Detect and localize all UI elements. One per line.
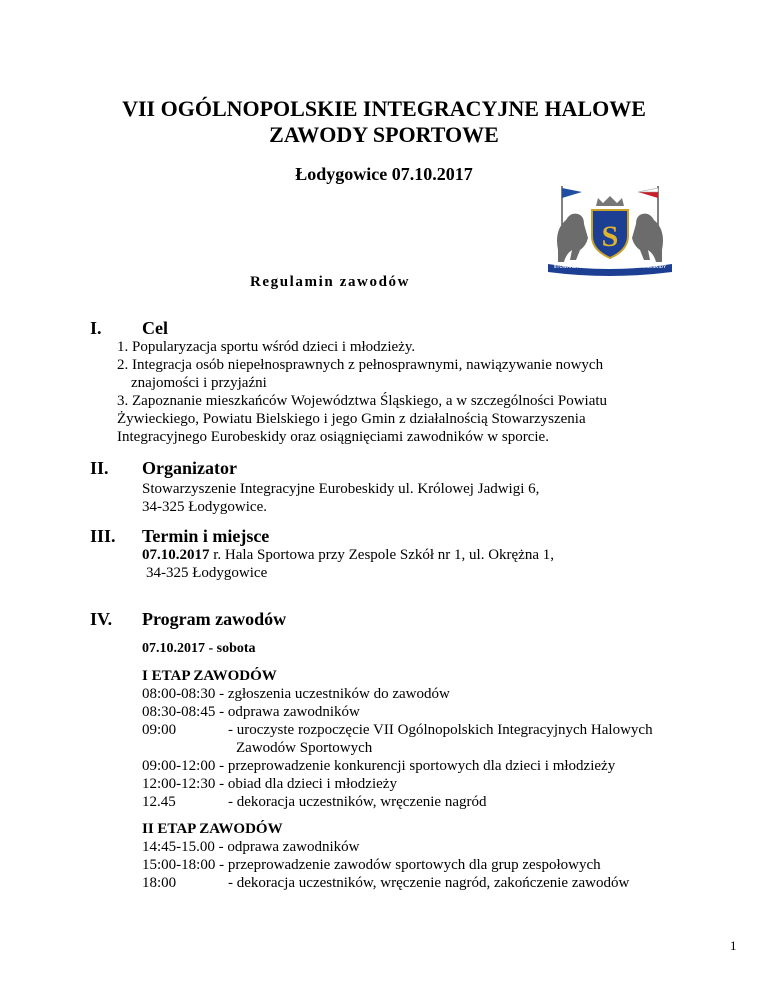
section-3-line-1 <box>142 546 554 564</box>
event-date-location: Łodygowice 07.10.2017 <box>295 164 473 184</box>
schedule-row <box>142 874 629 892</box>
schedule-row <box>142 838 359 856</box>
schedule-desc: - zgłoszenia uczestników do zawodów <box>219 686 450 702</box>
program-day: 07.10.2017 - sobota <box>142 641 256 656</box>
schedule-desc: - dekoracja uczestników, wręczenie nagród <box>228 794 487 810</box>
schedule-desc: - odprawa zawodników <box>219 704 360 720</box>
title-line-1: VII OGÓLNOPOLSKIE INTEGRACYJNE HALOWE <box>122 96 646 121</box>
schedule-time: 12.45 <box>142 794 176 810</box>
schedule-desc: - przeprowadzenie konkurencji sportowych dla dzieci i młodzieży <box>219 758 616 774</box>
schedule-time: 09:00-12:00 <box>142 758 216 774</box>
schedule-row <box>142 757 615 775</box>
section-3-line-2: 34-325 Łodygowice <box>146 565 268 581</box>
section-1-line-6: Integracyjnego Eurobeskidy oraz osiągnięciami zawodników w sporcie. <box>117 429 549 445</box>
logo-emblem-icon <box>540 180 680 276</box>
schedule-time: 08:30-08:45 <box>142 704 216 720</box>
section-3-number: III. <box>90 526 116 546</box>
section-1-title: Cel <box>142 318 168 338</box>
schedule-time: 12:00-12:30 <box>142 776 216 792</box>
logo-banner-text: STOWARZYSZENIE INTEGRACYJNE EUROBESKIDY <box>553 264 667 269</box>
schedule-desc: - dekoracja uczestników, wręczenie nagród, zakończenie zawodów <box>228 875 630 891</box>
schedule-time: 08:00-08:30 <box>142 686 216 702</box>
section-2-number: II. <box>90 458 109 478</box>
section-1-number: I. <box>90 318 102 338</box>
svg-text:S: S <box>601 220 619 253</box>
section-1-line-5: Żywieckiego, Powiatu Bielskiego i jego Gmin z działalnością Stowarzyszenia <box>117 411 586 427</box>
schedule-row <box>142 793 486 811</box>
section-2-line-1: Stowarzyszenie Integracyjne Eurobeskidy ul. Królowej Jadwigi 6, <box>142 481 540 497</box>
section-3-title: Termin i miejsce <box>142 526 270 546</box>
section-2-title: Organizator <box>142 458 237 478</box>
schedule-desc: - uroczyste rozpoczęcie VII Ogólnopolskich Integracyjnych Halowych <box>228 722 653 738</box>
schedule-desc: - przeprowadzenie zawodów sportowych dla grup zespołowych <box>219 857 601 873</box>
event-date-bold: 07.10.2017 <box>142 547 210 563</box>
venue-address: r. Hala Sportowa przy Zespole Szkół nr 1, ul. Okrężna 1, <box>209 547 554 563</box>
stage-2-title: II ETAP ZAWODÓW <box>142 821 283 837</box>
schedule-desc-continued: Zawodów Sportowych <box>236 740 373 756</box>
schedule-time: 15:00-18:00 <box>142 857 216 873</box>
section-4-title: Program zawodów <box>142 609 287 629</box>
section-1-line-2: 2. Integracja osób niepełnosprawnych z pełnosprawnymi, nawiązywanie nowych <box>117 357 604 373</box>
section-2-line-2: 34-325 Łodygowice. <box>142 499 267 515</box>
organization-logo <box>540 180 680 276</box>
schedule-row <box>142 685 450 703</box>
schedule-row <box>142 721 653 739</box>
section-4-number: IV. <box>90 609 113 629</box>
page-number: 1 <box>730 938 737 953</box>
section-1-line-1: 1. Popularyzacja sportu wśród dzieci i młodzieży. <box>117 339 416 355</box>
schedule-time: 14:45-15.00 <box>142 839 215 855</box>
section-1-line-3: znajomości i przyjaźni <box>131 375 267 391</box>
title-line-2: ZAWODY SPORTOWE <box>269 122 499 147</box>
schedule-time: 18:00 <box>142 875 177 891</box>
schedule-row <box>142 775 397 793</box>
section-1-line-4: 3. Zapoznanie mieszkańców Województwa Śląskiego, a w szczególności Powiatu <box>117 393 608 409</box>
schedule-time: 09:00 <box>142 722 177 738</box>
regulations-heading: Regulamin zawodów <box>249 274 411 290</box>
schedule-row <box>142 856 601 874</box>
stage-1-title: I ETAP ZAWODÓW <box>142 668 277 684</box>
schedule-row <box>142 703 360 721</box>
schedule-desc: - odprawa zawodników <box>218 839 360 855</box>
schedule-desc: - obiad dla dzieci i młodzieży <box>219 776 397 792</box>
